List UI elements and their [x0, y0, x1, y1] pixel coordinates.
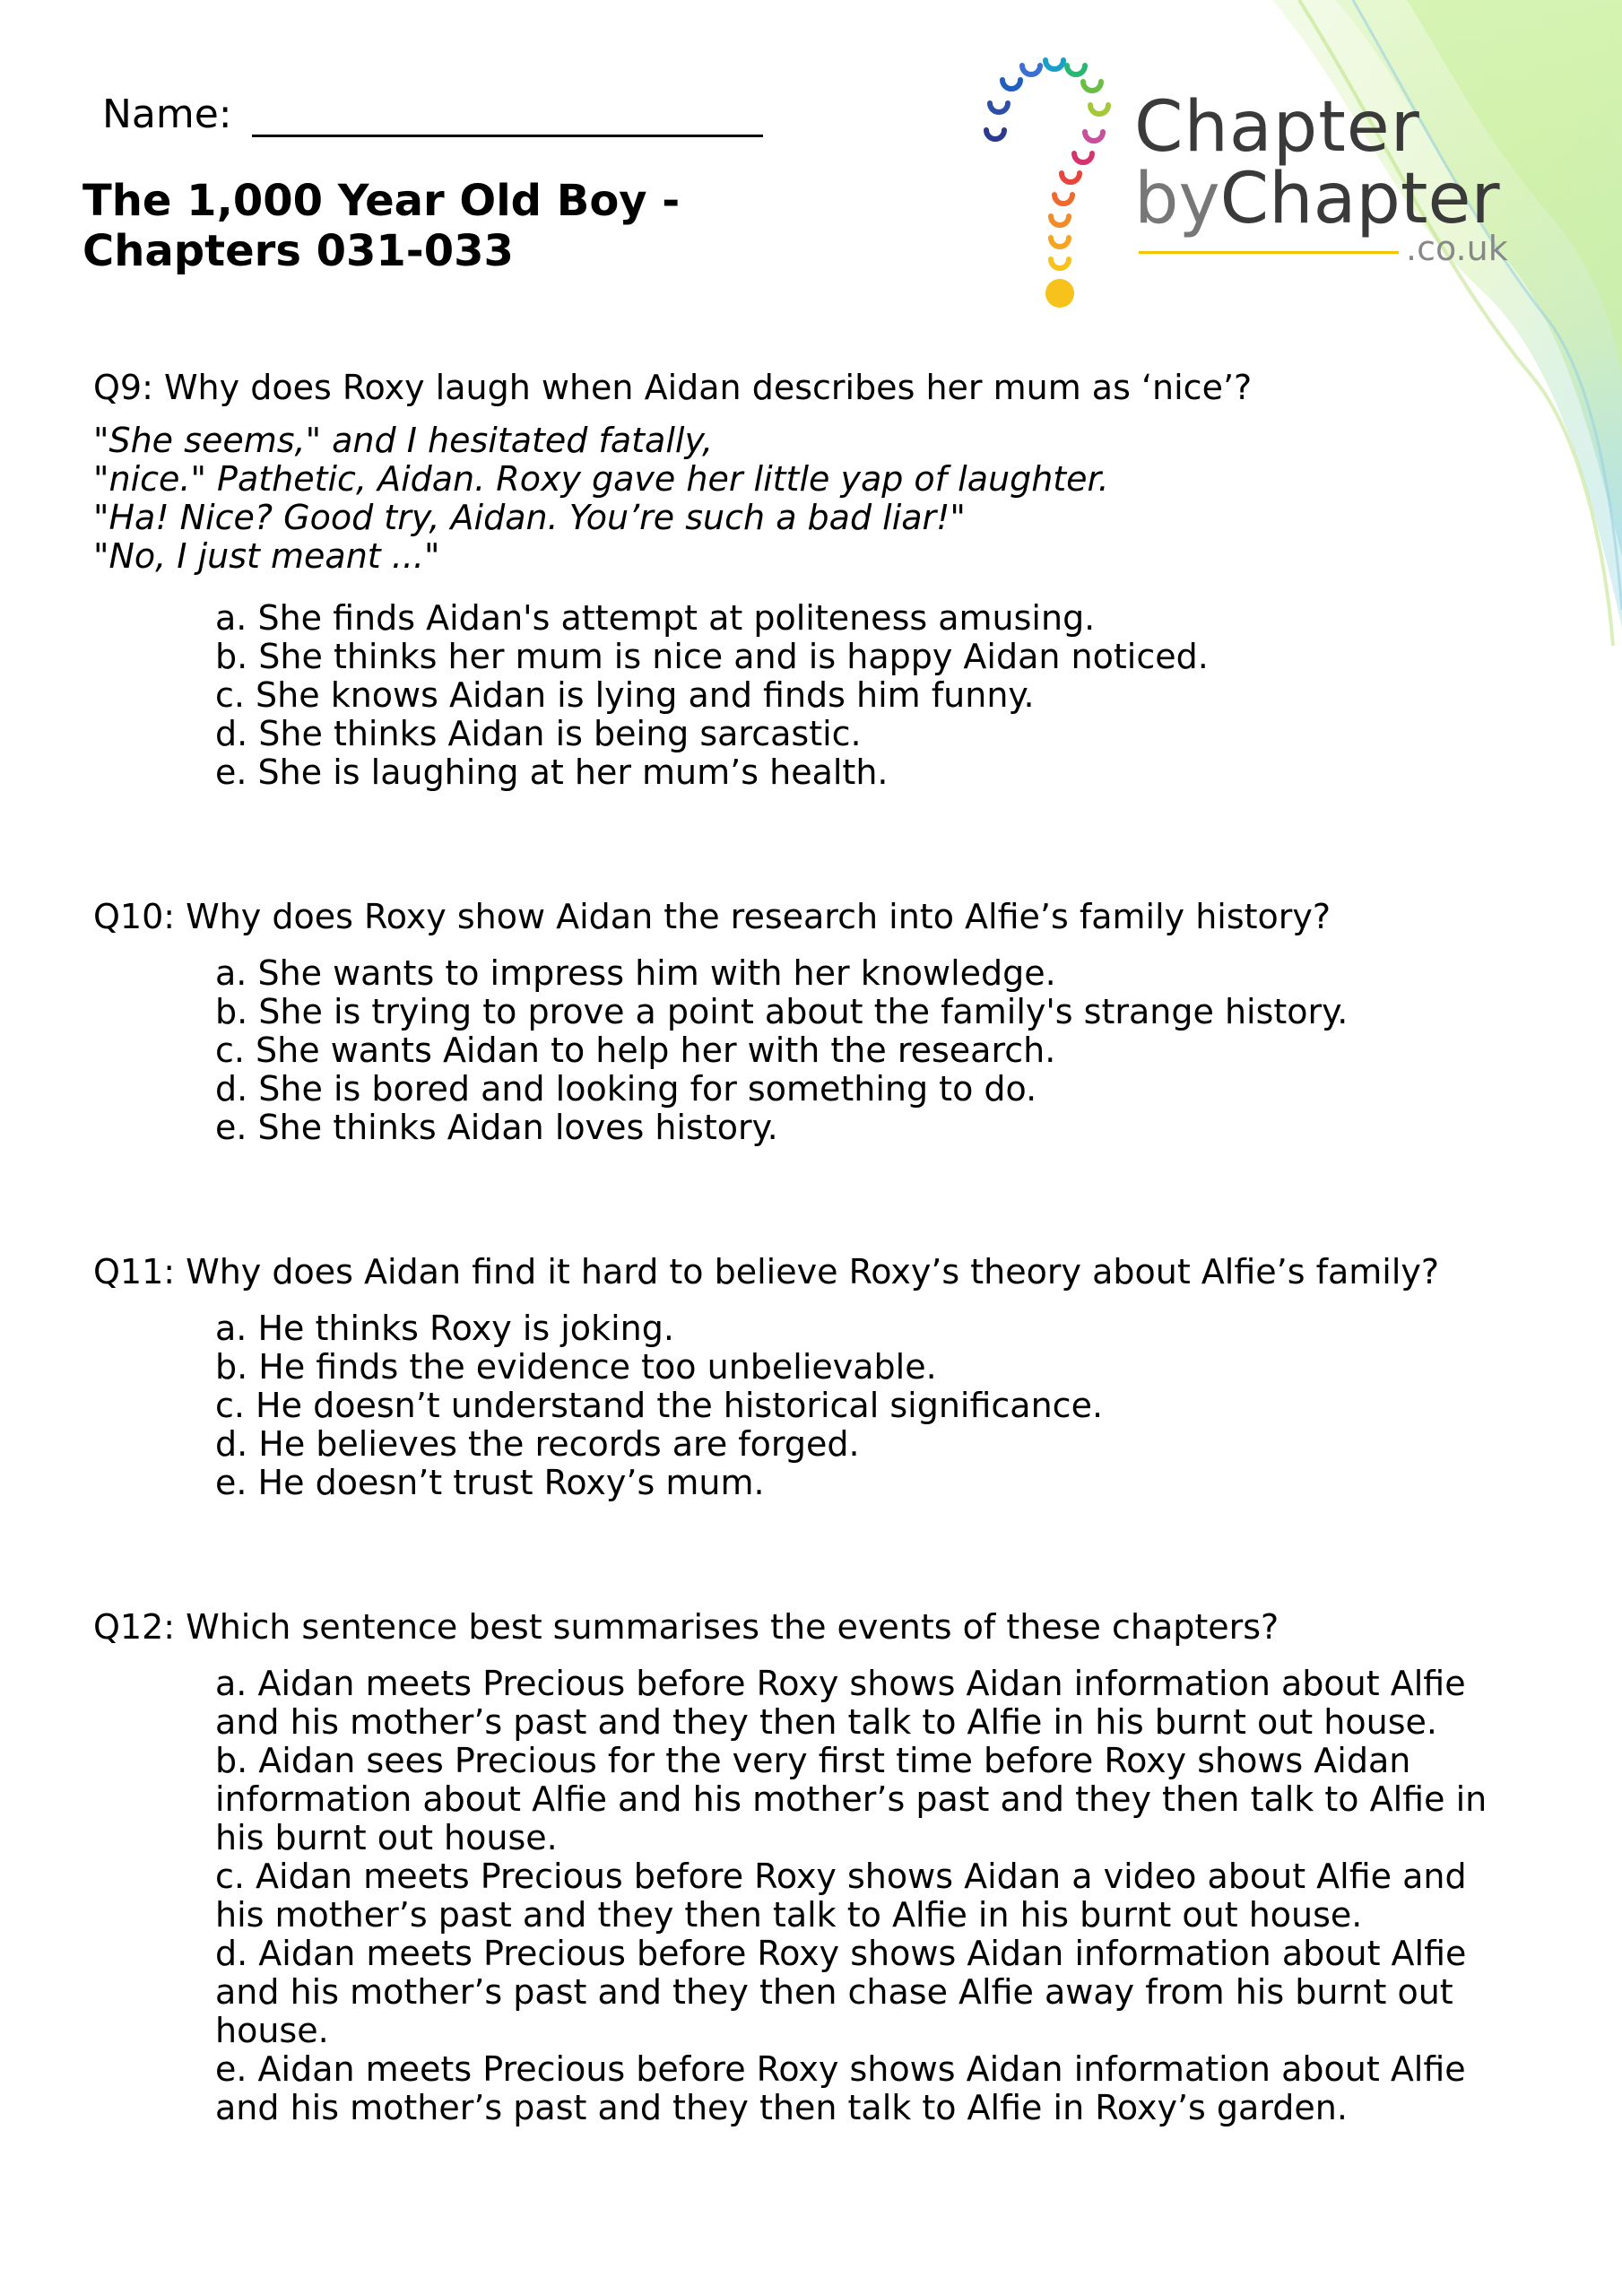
title-line-2: Chapters 031-033 [82, 226, 514, 276]
name-blank-line[interactable] [252, 90, 763, 137]
question-10-options [215, 954, 1348, 1147]
name-row [102, 90, 763, 137]
logo-underline [1139, 251, 1399, 254]
question-12: Q12: Which sentence best summarises the events of these chapters? [93, 1607, 1279, 1647]
question-mark-of-books-icon [968, 49, 1130, 318]
question-9: Q9: Why does Roxy laugh when Aidan describes her mum as ‘nice’? [93, 368, 1253, 407]
question-10: Q10: Why does Roxy show Aidan the research into Alfie’s family history? [93, 897, 1331, 936]
question-11: Q11: Why does Aidan find it hard to believe Roxy’s theory about Alfie’s family? [93, 1252, 1440, 1292]
worksheet-title [82, 176, 680, 276]
answer-option[interactable]: c. She wants Aidan to help her with the research. [215, 1031, 1056, 1070]
answer-option[interactable]: a. She finds Aidan's attempt at politeness amusing. [215, 598, 1096, 638]
quote-line: "She seems," and I hesitated fatally, [93, 421, 714, 460]
answer-option[interactable]: d. Aidan meets Precious before Roxy shows Aidan information about Alfie and his mother’s past and they then chase Alfie away from his burnt out house. [215, 1934, 1467, 2050]
answer-option[interactable]: d. She is bored and looking for something to do. [215, 1069, 1037, 1109]
answer-option[interactable]: a. Aidan meets Precious before Roxy shows Aidan information about Alfie and his mother’s past and they then talk to Alfie in his burnt out house. [215, 1664, 1466, 1742]
answer-option[interactable]: e. He doesn’t trust Roxy’s mum. [215, 1463, 765, 1502]
logo-word-by: by [1134, 159, 1220, 239]
question-11-options [215, 1309, 1103, 1502]
title-line-1: The 1,000 Year Old Boy - [82, 176, 681, 226]
answer-option[interactable]: d. She thinks Aidan is being sarcastic. [215, 714, 862, 753]
question-9-quote [93, 422, 1109, 576]
logo-domain: .co.uk [1406, 229, 1508, 268]
answer-option[interactable]: c. She knows Aidan is lying and finds him funny. [215, 675, 1035, 715]
logo-word-by-chapter [1134, 159, 1500, 239]
answer-option[interactable]: a. He thinks Roxy is joking. [215, 1309, 674, 1348]
quote-line: "Ha! Nice? Good try, Aidan. You’re such a bad liar!" [93, 498, 966, 537]
logo-word-chapter-2: Chapter [1219, 159, 1500, 239]
answer-option[interactable]: b. She is trying to prove a point about the family's strange history. [215, 992, 1349, 1031]
logo-word-chapter: Chapter [1134, 87, 1420, 168]
answer-option[interactable]: e. Aidan meets Precious before Roxy shows Aidan information about Alfie and his mother’s past and they then talk to Alfie in Roxy’s garden. [215, 2049, 1466, 2127]
answer-option[interactable]: c. He doesn’t understand the historical significance. [215, 1386, 1104, 1425]
answer-option[interactable]: b. Aidan sees Precious for the very first time before Roxy shows Aidan information about Alfie and his mother’s past and they then talk to Alfie in his burnt out house. [215, 1741, 1488, 1857]
question-12-options [215, 1665, 1506, 2127]
quote-line: "No, I just meant ..." [93, 536, 440, 576]
name-label: Name: [102, 91, 232, 137]
answer-option[interactable]: d. He believes the records are forged. [215, 1424, 860, 1464]
answer-option[interactable]: b. She thinks her mum is nice and is happy Aidan noticed. [215, 637, 1209, 676]
quote-line: "nice." Pathetic, Aidan. Roxy gave her little yap of laughter. [93, 459, 1109, 499]
answer-option[interactable]: e. She is laughing at her mum’s health. [215, 752, 889, 792]
answer-option[interactable]: a. She wants to impress him with her knowledge. [215, 953, 1056, 993]
answer-option[interactable]: e. She thinks Aidan loves history. [215, 1108, 778, 1147]
answer-option[interactable]: c. Aidan meets Precious before Roxy shows Aidan a video about Alfie and his mother’s past and they then talk to Alfie in his burnt out house. [215, 1857, 1467, 1935]
answer-option[interactable]: b. He finds the evidence too unbelievable. [215, 1347, 937, 1387]
chapter-by-chapter-logo [968, 49, 1542, 318]
question-9-options [215, 599, 1209, 792]
